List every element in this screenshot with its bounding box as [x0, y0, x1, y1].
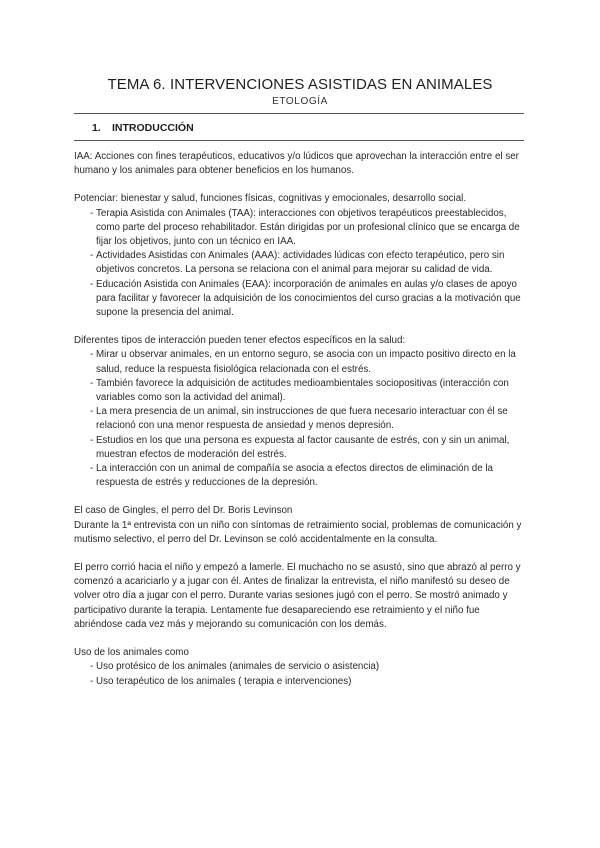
- caso-title: El caso de Gingles, el perro del Dr. Boris Levinson: [74, 505, 293, 517]
- list-item: [74, 348, 526, 376]
- paragraph-gap: [74, 178, 526, 192]
- paragraph-gap: [74, 490, 526, 504]
- list-item-text: Educación Asistida con Animales (EAA): incorporación de animales en aulas y/o clases de apoyo para facilitar y favorecer la adquisición de los conocimientos del curso gracias a la motivación que supone la presencia del animal.: [96, 278, 521, 319]
- list-item-text: Mirar u observar animales, en un entorno seguro, se asocia con un impacto positivo directo en la salud, reduce la respuesta fisiológica relacionada con el estrés.: [96, 349, 516, 375]
- page-title: TEMA 6. INTERVENCIONES ASISTIDAS EN ANIMALES: [107, 76, 493, 93]
- list-item: [74, 660, 526, 674]
- bullet-dash: -: [90, 250, 94, 262]
- uso-intro: Uso de los animales como: [74, 647, 189, 659]
- list-item-text: Terapia Asistida con Animales (TAA): interacciones con objetivos terapéuticos preestablecidos, como parte del proceso rehabilitador. Están dirigidas por un profesional clínico que se encarga de fijar los objetivos, junto con un técnico en IAA.: [96, 207, 520, 248]
- bullet-dash: -: [90, 434, 94, 446]
- potenciar-list: [74, 207, 526, 321]
- list-item: [74, 207, 526, 250]
- potenciar-intro: Potenciar: bienestar y salud, funciones físicas, cognitivas y emocionales, desarrollo social.: [74, 193, 467, 205]
- list-item-text: La interacción con un animal de compañía se asocia a efectos directos de eliminación de la respuesta de estrés y reducciones de la depresión.: [96, 463, 494, 489]
- paragraph-gap: [74, 632, 526, 646]
- page-subtitle: ETOLOGÍA: [272, 96, 328, 107]
- bullet-dash: -: [90, 675, 94, 687]
- paragraph-gap: [74, 320, 526, 334]
- list-item: [74, 278, 526, 321]
- bullet-dash: -: [90, 377, 94, 389]
- list-item-text: Uso protésico de los animales (animales de servicio o asistencia): [96, 661, 380, 673]
- bullet-dash: -: [90, 278, 94, 290]
- bullet-dash: -: [90, 661, 94, 673]
- caso-paragraph-2: El perro corrió hacia el niño y empezó a lamerle. El muchacho no se asustó, sino que abrazó al perro y comenzó a acariciarlo y a jugar con él. Antes de finalizar la entrevista, el niño manifestó su deseo de volver otro día a jugar con el perro. Durante varias sesiones jugó con el perro. Se mostró animado y participativo durante la terapia. Lentamente fue desapareciendo ese retraimiento y el niño fue abriéndose cada vez más y mejorando su comunicación con los demás.: [74, 562, 521, 630]
- tipos-list: [74, 348, 526, 490]
- list-item: [74, 377, 526, 405]
- divider-top: [74, 113, 524, 114]
- list-item-text: La mera presencia de un animal, sin instrucciones de que fuera necesario interactuar con él se relacionó con una menor respuesta de ansiedad y menos depresión.: [96, 406, 508, 432]
- divider-section: [74, 140, 524, 141]
- document-body: [74, 150, 526, 689]
- section-title: INTRODUCCIÓN: [112, 122, 194, 134]
- section-number: 1.: [92, 122, 101, 134]
- list-item: [74, 462, 526, 490]
- caso-paragraph-1: Durante la 1ª entrevista con un niño con síntomas de retraimiento social, problemas de comunicación y mutismo selectivo, el perro del Dr. Levinson se coló accidentalmente en la consulta.: [74, 519, 522, 545]
- list-item-text: También favorece la adquisición de actitudes medioambientales sociopositivas (interacción con variables como son la actividad del animal).: [96, 377, 509, 404]
- bullet-dash: -: [90, 406, 94, 418]
- uso-list: [74, 660, 526, 688]
- iaa-definition: IAA: Acciones con fines terapéuticos, educativos y/o lúdicos que aprovechan la interacción entre el ser humano y los animales para obtener beneficios en los humanos.: [74, 151, 519, 177]
- list-item-text: Actividades Asistidas con Animales (AAA): actividades lúdicas con efecto terapéutico, pero sin objetivos concretos. La persona se relaciona con el animal para mejorar su calidad de vida.: [96, 250, 505, 276]
- bullet-dash: -: [90, 463, 94, 475]
- list-item: [74, 249, 526, 277]
- list-item-text: Uso terapéutico de los animales ( terapia e intervenciones): [96, 675, 352, 687]
- tipos-intro: Diferentes tipos de interacción pueden tener efectos específicos en la salud:: [74, 335, 406, 347]
- list-item: [74, 405, 526, 433]
- list-item-text: Estudios en los que una persona es expuesta al factor causante de estrés, con y sin un animal, muestran efectos de moderación del estrés.: [96, 434, 510, 460]
- section-heading: [92, 122, 194, 134]
- bullet-dash: -: [90, 207, 94, 219]
- paragraph-gap: [74, 547, 526, 561]
- list-item: [74, 675, 526, 689]
- bullet-dash: -: [90, 349, 94, 361]
- list-item: [74, 434, 526, 462]
